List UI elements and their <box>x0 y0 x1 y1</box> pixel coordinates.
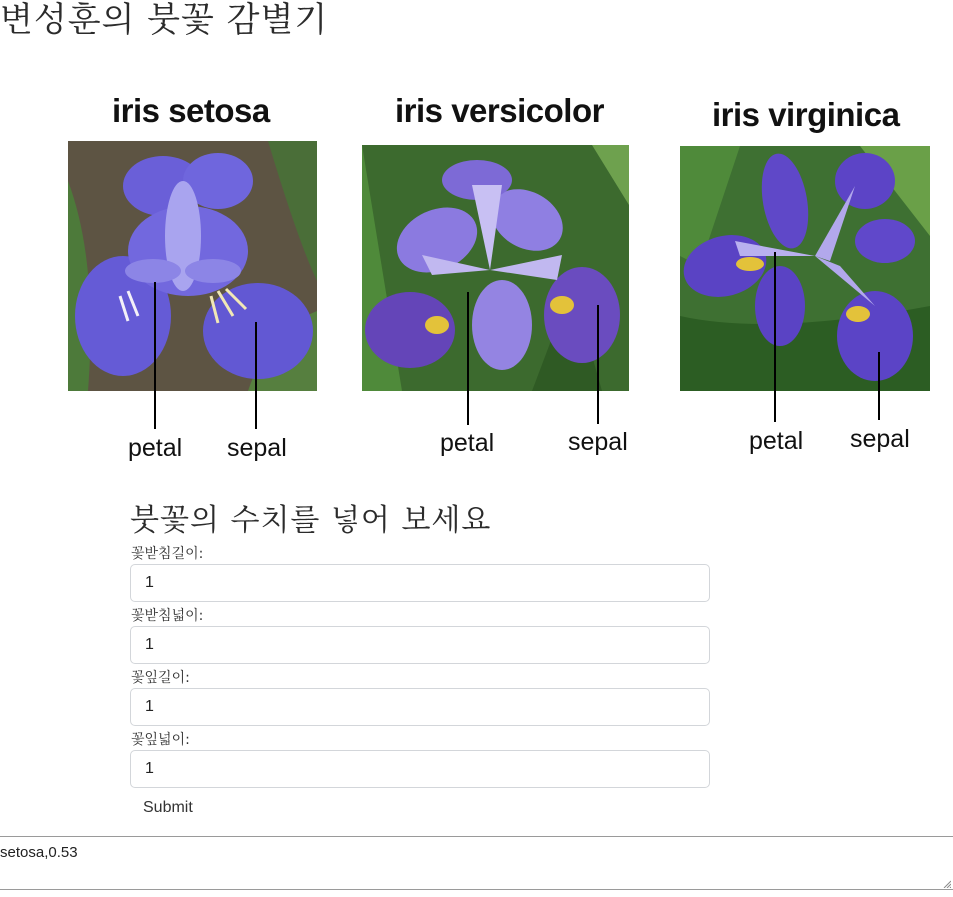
sepal-width-input[interactable] <box>130 626 710 664</box>
petal-length-label: 꽃잎길이: <box>131 670 190 686</box>
form-heading: 붓꽃의 수치를 넣어 보세요 <box>130 503 492 538</box>
sepal-length-label: 꽃받침길이: <box>131 546 204 562</box>
virginica-sepal-label: sepal <box>850 425 910 453</box>
virginica-petal-label: petal <box>749 427 804 455</box>
virginica-flower-image <box>680 146 930 391</box>
resize-grip-icon[interactable] <box>943 880 951 888</box>
versicolor-sepal-pointer <box>597 305 599 424</box>
submit-button[interactable]: Submit <box>131 795 205 821</box>
versicolor-sepal-label: sepal <box>568 428 628 456</box>
setosa-flower-image <box>68 141 317 391</box>
sepal-length-input[interactable] <box>130 564 710 602</box>
petal-length-input[interactable] <box>130 688 710 726</box>
versicolor-flower-image <box>362 145 629 391</box>
species-name-versicolor: iris versicolor <box>395 92 604 129</box>
setosa-petal-label: petal <box>128 434 183 462</box>
versicolor-petal-pointer <box>467 292 469 425</box>
sepal-width-label: 꽃받침넓이: <box>131 608 204 624</box>
species-name-setosa: iris setosa <box>112 92 270 129</box>
petal-width-label: 꽃잎넓이: <box>131 732 190 748</box>
versicolor-petal-label: petal <box>440 429 495 457</box>
result-output[interactable]: setosa,0.53 <box>0 836 953 890</box>
virginica-sepal-pointer <box>878 352 880 420</box>
species-name-virginica: iris virginica <box>712 96 900 133</box>
petal-width-input[interactable] <box>130 750 710 788</box>
setosa-petal-pointer <box>154 282 156 429</box>
virginica-petal-pointer <box>774 252 776 422</box>
setosa-sepal-label: sepal <box>227 434 287 462</box>
setosa-sepal-pointer <box>255 322 257 429</box>
page-title: 변성훈의 붓꽃 감별기 <box>0 0 329 40</box>
